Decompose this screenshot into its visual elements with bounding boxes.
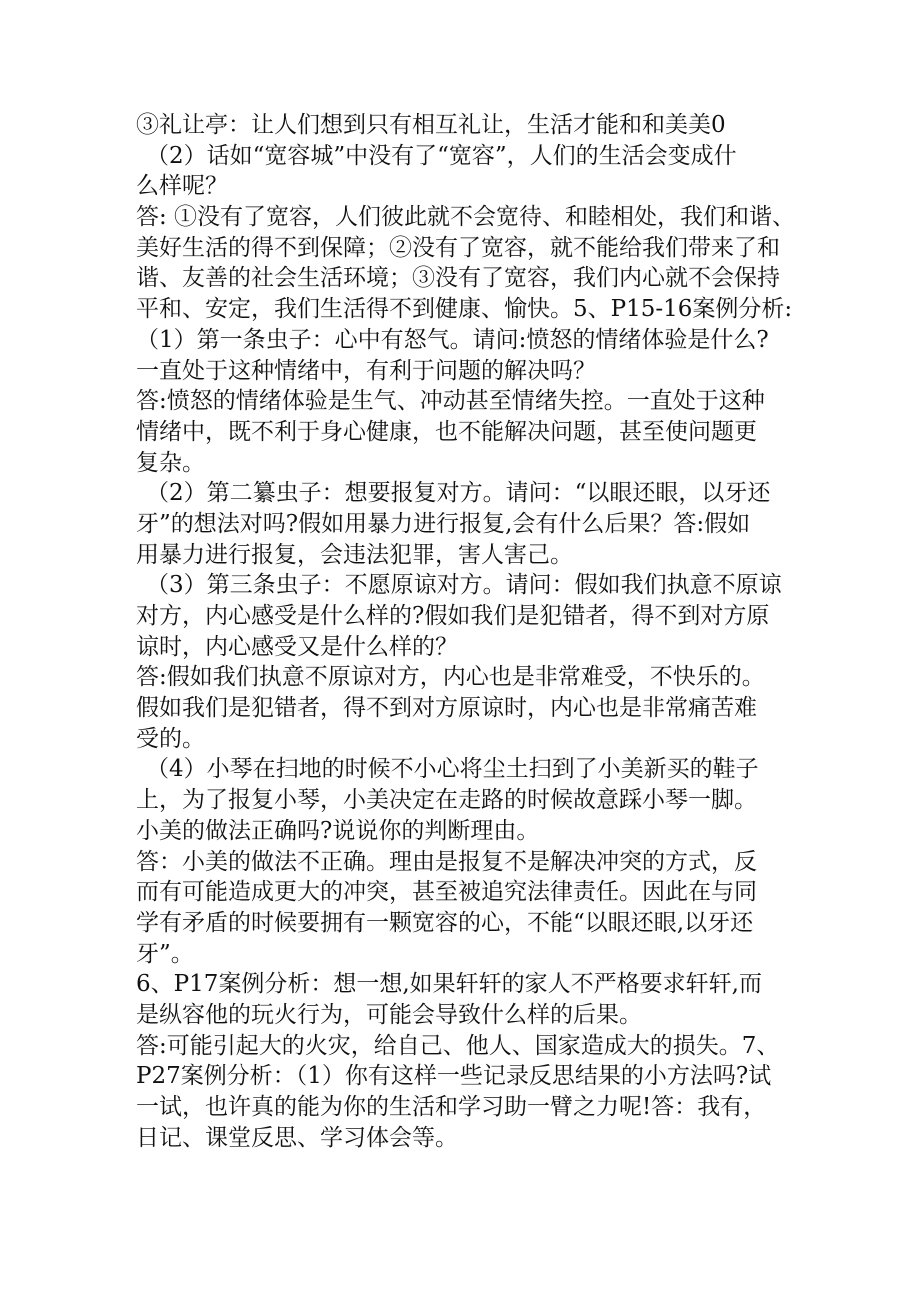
text-line: 受的。 [136, 725, 205, 752]
text-line: ③礼让亭：让人们想到只有相互礼让，生活才能和和美美0 [136, 112, 726, 138]
text-line: 一试，也许真的能为你的生活和学习助一臂之力呢!答：我有， [136, 1094, 767, 1120]
document-body [136, 110, 816, 1153]
text-line: 答:假如我们执意不原谅对方，内心也是非常难受，不快乐的。 [136, 664, 765, 691]
text-line: 牙”的想法对吗?假如用暴力进行报复,会有什么后果？答:假如 [136, 510, 751, 537]
text-line: 答: ①没有了宽容，人们彼此就不会宽待、和睦相处，我们和谐、 [136, 204, 796, 231]
text-line: 答：小美的做法不正确。理由是报复不是解决冲突的方式，反 [136, 848, 757, 875]
text-line: 谅时，内心感受又是什么样的？ [136, 633, 458, 660]
text-line: 牙”。 [136, 940, 194, 967]
text-line: 对方，内心感受是什么样的?假如我们是犯错者，得不到对方原 [136, 603, 770, 629]
text-line: 小美的做法正确吗?说说你的判断理由。 [136, 817, 540, 844]
text-line: 答:可能引起大的火灾，给自己、他人、国家造成大的损失。7、 [136, 1032, 780, 1059]
text-line: （3）第三条虫子：不愿原谅对方。请问：假如我们执意不原谅 [146, 572, 782, 599]
text-line: 日记、课堂反思、学习体会等。 [136, 1124, 458, 1151]
text-line: 美好生活的得不到保障；②没有了宽容，就不能给我们带来了和 [136, 234, 780, 261]
text-line: （4）小琴在扫地的时候不小心将尘土扫到了小美新买的鞋子 [146, 756, 759, 783]
text-line: 谐、友善的社会生活环境；③没有了宽容，我们内心就不会保持 [136, 265, 780, 292]
text-line: 学有矛盾的时候要拥有一颗宽容的心，不能“以眼还眼,以牙还 [136, 909, 754, 936]
text-line: 假如我们是犯错者，得不到对方原谅时，内心也是非常痛苦难 [136, 695, 757, 722]
text-line: 情绪中，既不利于身心健康，也不能解决问题，甚至使问题更 [136, 418, 757, 445]
text-line: 答:愤怒的情绪体验是生气、冲动甚至情绪失控。一直处于这种 [136, 388, 765, 415]
text-line: 平和、安定，我们生活得不到健康、愉快。5、P15-16案例分析: [136, 296, 793, 323]
text-line: 而有可能造成更大的冲突，甚至被追究法律责任。因此在与同 [136, 879, 757, 906]
text-line: P27案例分析：（1）你有这样一些记录反思结果的小方法吗?试 [136, 1063, 772, 1090]
text-line: （2）话如“宽容城”中没有了“宽容”，人们的生活会变成什 [146, 142, 737, 169]
text-line: 上，为了报复小琴，小美决定在走路的时候故意踩小琴一脚。 [136, 787, 757, 814]
text-line: 么样呢？ [136, 173, 228, 200]
text-line: （1）第一条虫子：心中有怒气。请问:愤怒的情绪体验是什么? [136, 326, 769, 353]
text-line: 是纵容他的玩火行为，可能会导致什么样的后果。 [136, 1001, 642, 1028]
text-line: 用暴力进行报复，会违法犯罪，害人害己。 [136, 541, 573, 568]
text-line: （2）第二纂虫子：想要报复对方。请问：“以眼还眼，以牙还 [146, 480, 771, 507]
text-line: 复杂。 [136, 449, 205, 476]
text-line: 一直处于这种情绪中，有利于问题的解决吗？ [136, 357, 596, 384]
text-line: 6、P17案例分析：想一想,如果轩轩的家人不严格要求轩轩,而 [136, 971, 762, 998]
